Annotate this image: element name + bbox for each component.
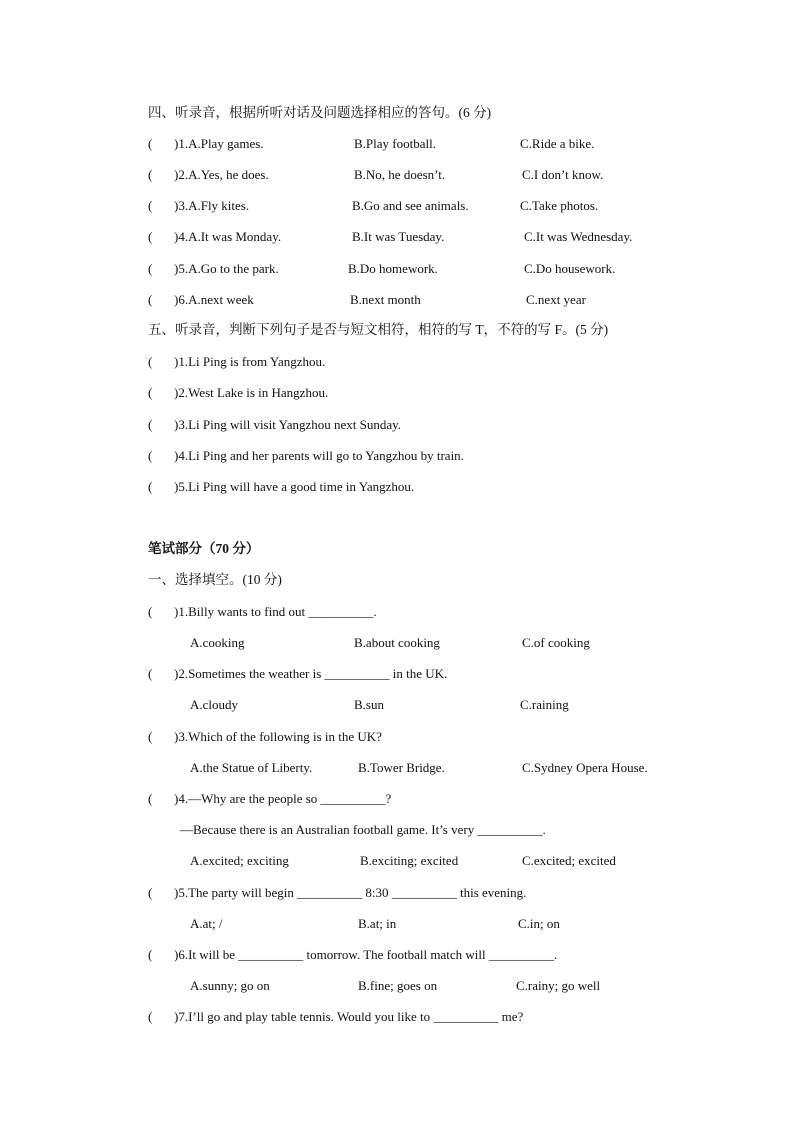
option-a: A.cooking xyxy=(190,635,245,650)
question-text: )3.Which of the following is in the UK? xyxy=(174,729,382,744)
answer-paren[interactable]: ( xyxy=(148,261,153,276)
question-text: )6.It will be __________ tomorrow. The football match will __________. xyxy=(174,947,558,962)
option-b: B.Go and see animals. xyxy=(352,198,469,213)
statement-text: )2.West Lake is in Hangzhou. xyxy=(174,385,329,400)
question-text: )2.Sometimes the weather is __________ in the UK. xyxy=(174,666,448,681)
option-c: C.It was Wednesday. xyxy=(524,229,633,244)
answer-paren[interactable]: ( xyxy=(148,292,153,307)
option-b: B.Tower Bridge. xyxy=(358,760,445,775)
question-text: )4.—Why are the people so __________? xyxy=(174,791,392,806)
written-sub-heading: 一、选择填空。(10 分) xyxy=(148,572,282,587)
option-b: B.exciting; excited xyxy=(360,853,459,868)
statement-text: )3.Li Ping will visit Yangzhou next Sunday. xyxy=(174,417,402,432)
option-b: B.No, he doesn’t. xyxy=(354,167,446,182)
option-a: A.cloudy xyxy=(190,697,239,712)
option-b: B.next month xyxy=(350,292,421,307)
answer-paren[interactable]: ( xyxy=(148,1009,153,1024)
answer-paren[interactable]: ( xyxy=(148,729,153,744)
option-c: C.Take photos. xyxy=(520,198,599,213)
option-b: B.at; in xyxy=(358,916,397,931)
question-option-a: )3.A.Fly kites. xyxy=(174,198,250,213)
question-option-a: )2.A.Yes, he does. xyxy=(174,167,269,182)
question-text: )7.I’ll go and play table tennis. Would you like to __________ me? xyxy=(174,1009,524,1024)
option-c: C.Ride a bike. xyxy=(520,136,595,151)
question-text: )1.Billy wants to find out __________. xyxy=(174,604,377,619)
question-option-a: )5.A.Go to the park. xyxy=(174,261,279,276)
answer-paren[interactable]: ( xyxy=(148,385,153,400)
statement-text: )4.Li Ping and her parents will go to Yangzhou by train. xyxy=(174,448,464,463)
option-c: C.excited; excited xyxy=(522,853,616,868)
option-b: B.about cooking xyxy=(354,635,440,650)
answer-paren[interactable]: ( xyxy=(148,885,153,900)
section5-heading: 五、听录音，判断下列句子是否与短文相符，相符的写 T，不符的写 F。(5 分) xyxy=(148,322,609,337)
option-a: A.sunny; go on xyxy=(190,978,270,993)
question-option-a: )1.A.Play games. xyxy=(174,136,264,151)
question-text: )5.The party will begin __________ 8:30 __________ this evening. xyxy=(174,885,527,900)
option-a: A.at; / xyxy=(190,916,223,931)
option-b: B.sun xyxy=(354,697,384,712)
answer-paren[interactable]: ( xyxy=(148,947,153,962)
option-c: C.of cooking xyxy=(522,635,590,650)
option-c: C.Do housework. xyxy=(524,261,616,276)
statement-text: )1.Li Ping is from Yangzhou. xyxy=(174,354,326,369)
question-option-a: )6.A.next week xyxy=(174,292,254,307)
answer-paren[interactable]: ( xyxy=(148,354,153,369)
answer-paren[interactable]: ( xyxy=(148,167,153,182)
option-b: B.Do homework. xyxy=(348,261,438,276)
option-a: A.the Statue of Liberty. xyxy=(190,760,313,775)
answer-paren[interactable]: ( xyxy=(148,198,153,213)
option-c: C.Sydney Opera House. xyxy=(522,760,648,775)
answer-paren[interactable]: ( xyxy=(148,791,153,806)
answer-paren[interactable]: ( xyxy=(148,604,153,619)
answer-paren[interactable]: ( xyxy=(148,136,153,151)
option-c: C.next year xyxy=(526,292,586,307)
section4-heading: 四、听录音，根据所听对话及问题选择相应的答句。(6 分) xyxy=(148,105,492,120)
option-c: C.raining xyxy=(520,697,569,712)
written-heading: 笔试部分（70 分） xyxy=(148,541,260,556)
answer-paren[interactable]: ( xyxy=(148,229,153,244)
question-text-line2: —Because there is an Australian football game. It’s very __________. xyxy=(180,822,546,837)
option-c: C.rainy; go well xyxy=(516,978,601,993)
option-b: B.It was Tuesday. xyxy=(352,229,445,244)
option-b: B.fine; goes on xyxy=(358,978,438,993)
answer-paren[interactable]: ( xyxy=(148,417,153,432)
statement-text: )5.Li Ping will have a good time in Yangzhou. xyxy=(174,479,415,494)
answer-paren[interactable]: ( xyxy=(148,448,153,463)
question-option-a: )4.A.It was Monday. xyxy=(174,229,282,244)
answer-paren[interactable]: ( xyxy=(148,479,153,494)
option-c: C.I don’t know. xyxy=(522,167,604,182)
answer-paren[interactable]: ( xyxy=(148,666,153,681)
option-b: B.Play football. xyxy=(354,136,436,151)
option-c: C.in; on xyxy=(518,916,560,931)
option-a: A.excited; exciting xyxy=(190,853,289,868)
